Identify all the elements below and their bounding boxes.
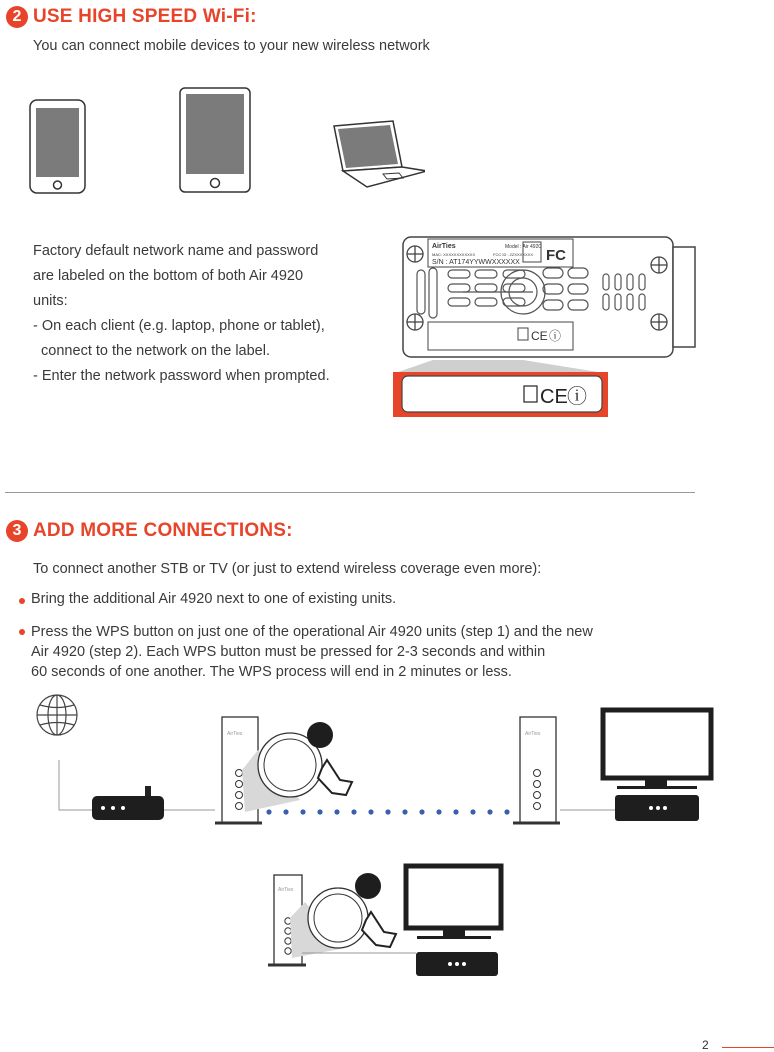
set-top-box-icon (615, 795, 699, 821)
device-brand-label: AirTies (278, 887, 294, 893)
instruction-line: - Enter the network password when prompted. (33, 368, 330, 384)
modem-icon (92, 786, 164, 820)
instruction-line: units: (33, 293, 68, 309)
bullet-line: Air 4920 (step 2). Each WPS button must be pressed for 2-3 seconds and within (31, 644, 546, 660)
label-serial: S/N : AT174YYWWXXXXXX (432, 259, 520, 266)
fcc-mark: FC (546, 247, 566, 264)
instruction-line: are labeled on the bottom of both Air 4920 (33, 268, 304, 284)
set-top-box-icon (416, 952, 498, 976)
page-number-rule (722, 1047, 774, 1048)
instruction-line: Factory default network name and password (33, 243, 319, 259)
label-fcc: FCC ID : 2ZXXXXXXX (493, 252, 534, 257)
add-connections-illustration (0, 690, 774, 1000)
label-brand: AirTies (432, 243, 456, 250)
tv-icon (603, 710, 711, 789)
instruction-line: - On each client (e.g. laptop, phone or tablet), (33, 318, 325, 334)
device-bottom-label-illustration (393, 232, 703, 422)
instruction-line: connect to the network on the label. (33, 343, 270, 359)
section-intro: To connect another STB or TV (or just to extend wireless coverage even more): (33, 561, 542, 577)
hand-press-icon (362, 912, 396, 947)
bullet-text: Bring the additional Air 4920 next to one of existing units. (31, 591, 397, 607)
ce-mark: CE (531, 329, 548, 343)
step-number-badge: 2 (6, 6, 28, 28)
wireless-mark: ⓘ (549, 329, 562, 343)
label-mac: MAC: XXXXXXXXXXXX (432, 252, 476, 257)
page-number: 2 (702, 1038, 709, 1052)
default-network-instructions (33, 239, 383, 389)
bullet-line: 60 seconds of one another. The WPS process will end in 2 minutes or less. (31, 664, 512, 680)
device-brand-label: AirTies (227, 731, 243, 737)
mobile-devices-illustration (25, 85, 425, 200)
hand-press-icon (318, 760, 352, 795)
bullet-dot (19, 598, 25, 604)
step-1-marker (307, 722, 333, 748)
step-2-marker (355, 873, 381, 899)
section-divider (5, 492, 695, 493)
section-title: USE HIGH SPEED Wi-Fi: (33, 6, 257, 27)
wps-link-dots (266, 809, 509, 814)
laptop-icon (334, 121, 425, 187)
bullet-text (31, 622, 593, 682)
internet-globe-icon (37, 695, 77, 735)
step-number-badge: 3 (6, 520, 28, 542)
phone-icon (30, 100, 85, 193)
section-title: ADD MORE CONNECTIONS: (33, 520, 293, 541)
label-model: Model : Air 4920 (505, 244, 542, 250)
bullet-dot (19, 629, 25, 635)
air4920-router-icon (513, 717, 560, 823)
tablet-icon (180, 88, 250, 192)
device-brand-label: AirTies (525, 731, 541, 737)
section-intro: You can connect mobile devices to your new wireless network (33, 38, 430, 54)
bullet-line: Press the WPS button on just one of the operational Air 4920 units (step 1) and the new (31, 624, 593, 640)
tv-icon (406, 866, 501, 939)
ce-mark: CE (540, 386, 568, 408)
wireless-mark: ⓘ (567, 386, 587, 408)
